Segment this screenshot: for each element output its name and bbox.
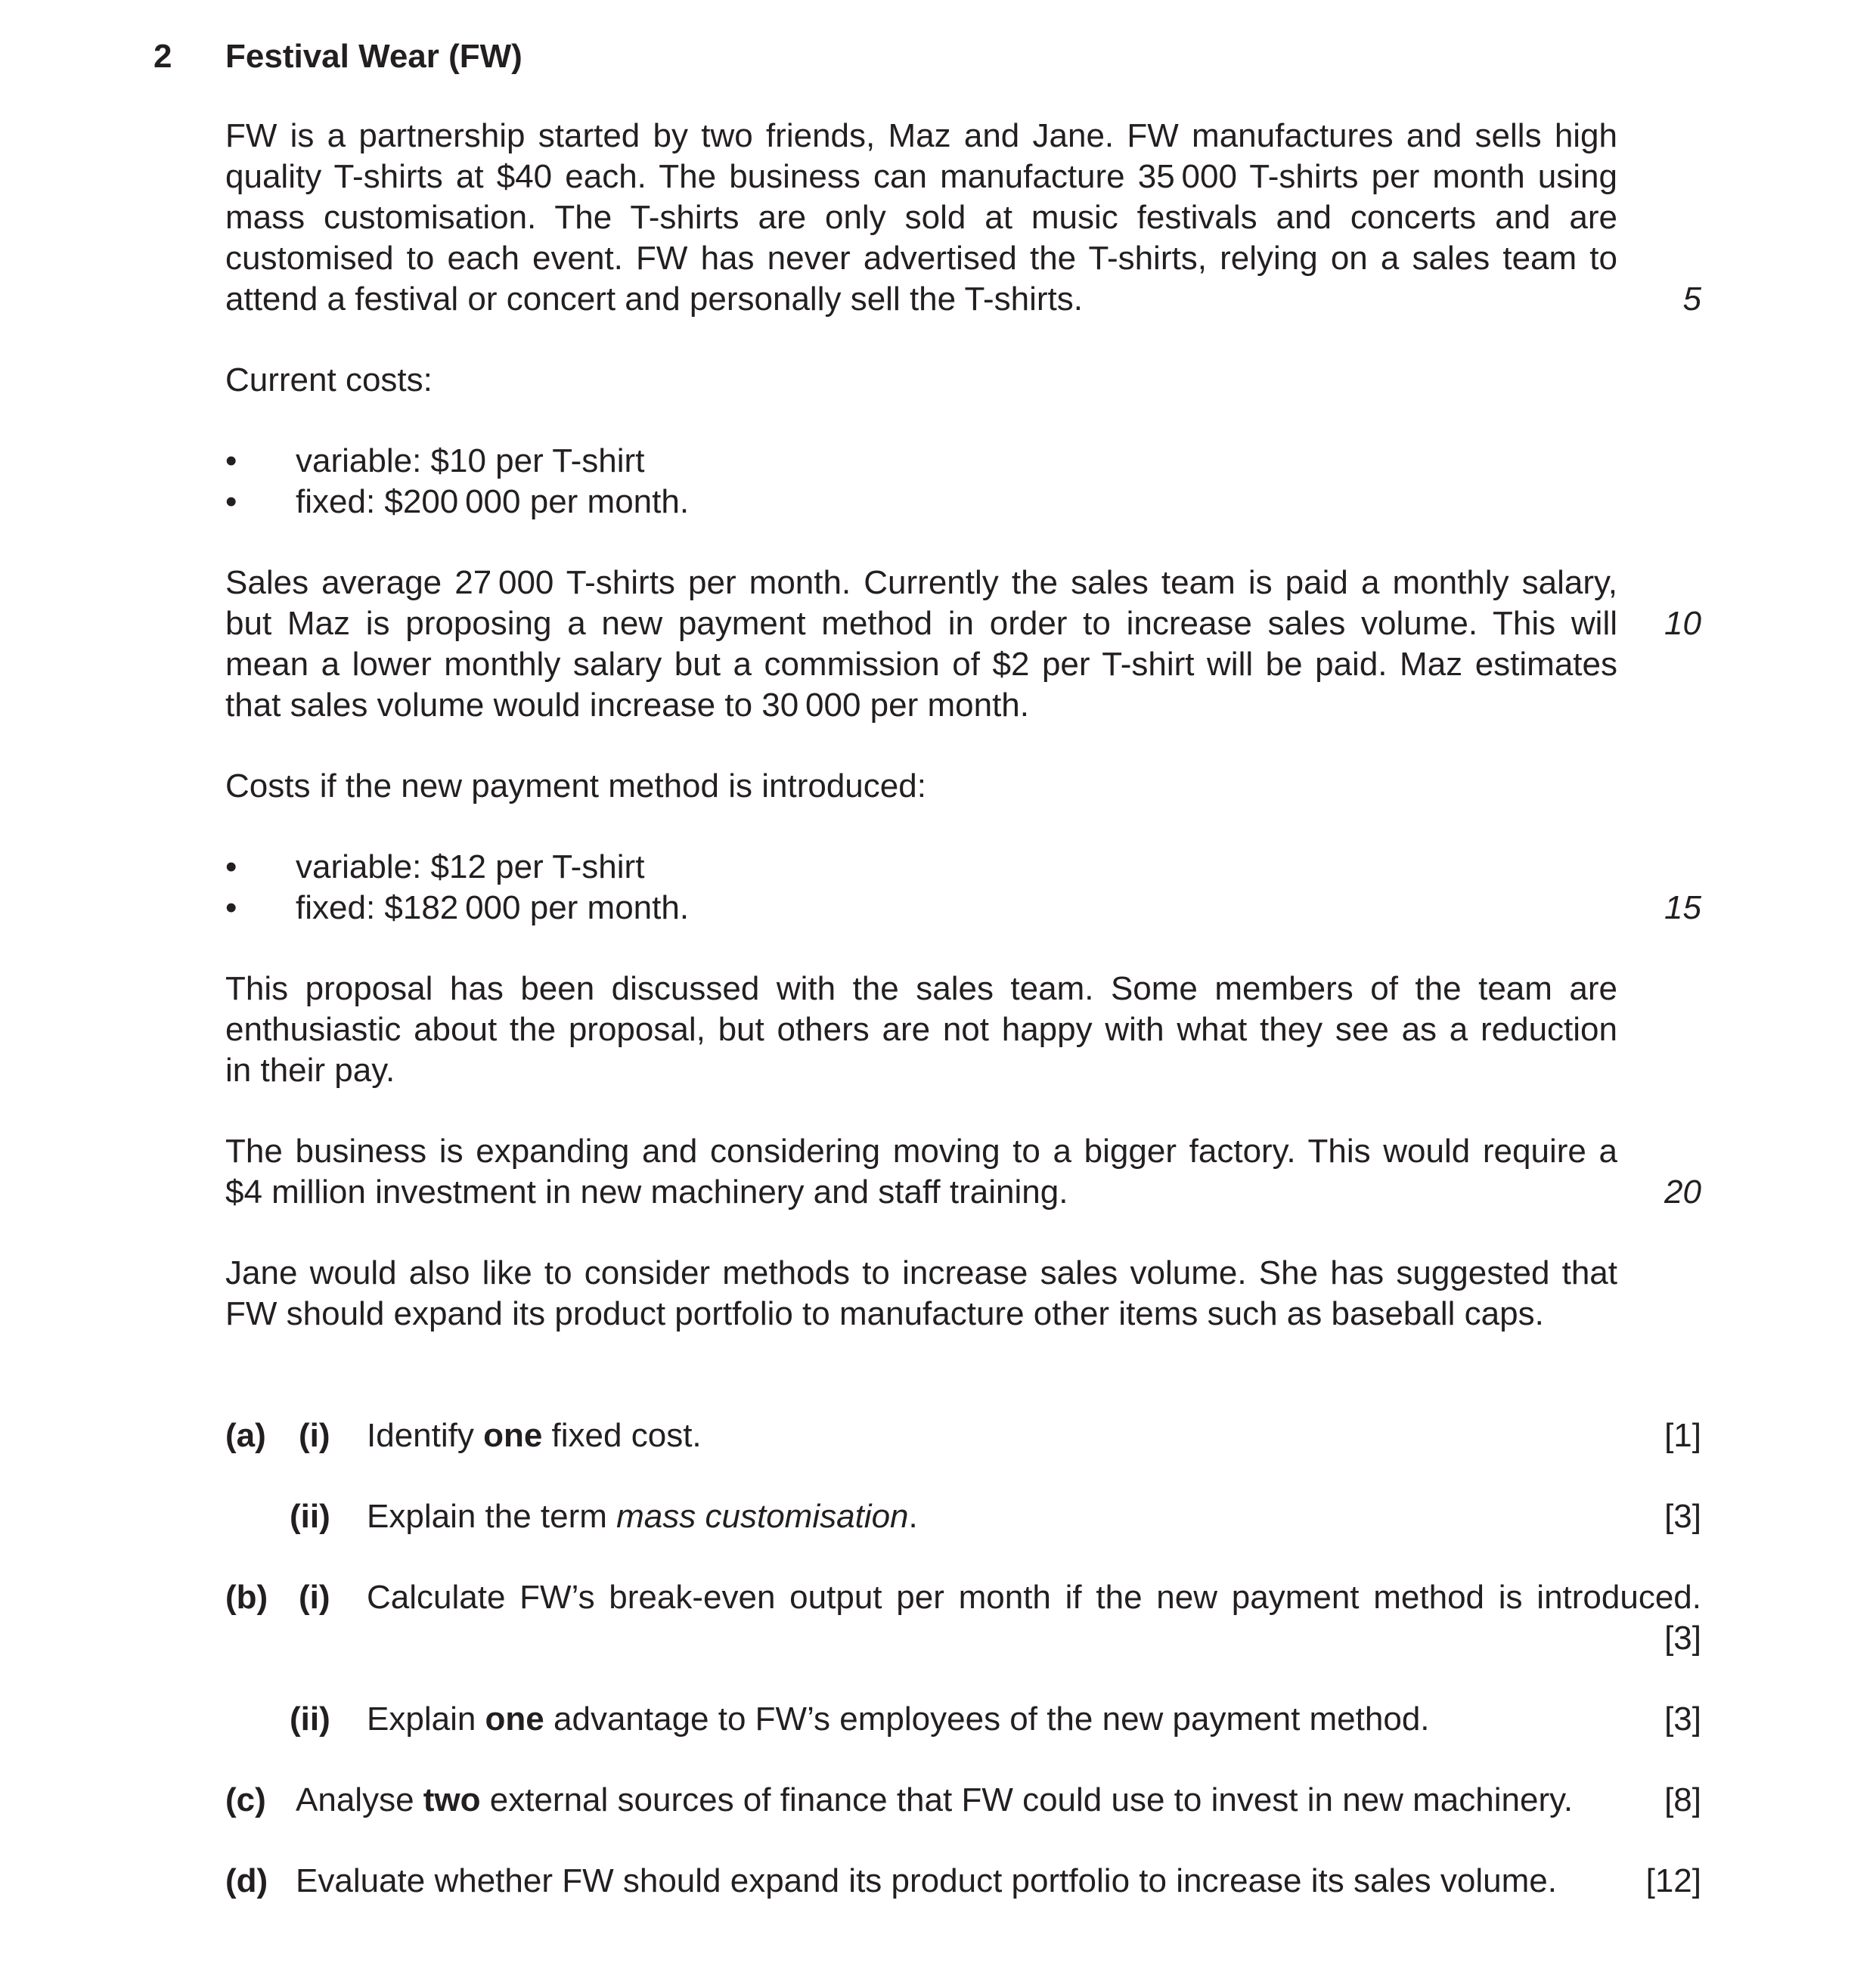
case-paragraph-5 xyxy=(225,1253,1617,1335)
part-a-i-mark: [1] xyxy=(1664,1417,1701,1454)
part-b-i-mark: [3] xyxy=(1664,1620,1701,1657)
part-a-i-text: Identify one fixed cost. xyxy=(367,1417,702,1454)
question-title: Festival Wear (FW) xyxy=(225,38,522,75)
part-c-label: (c) xyxy=(225,1781,266,1818)
part-b-i-label: (i) xyxy=(299,1579,330,1616)
bullet-icon: • xyxy=(225,442,237,479)
part-a-ii-label: (ii) xyxy=(290,1498,330,1535)
paragraph-line: Jane would also like to consider methods to increase sales volume. She has suggested that xyxy=(225,1254,1617,1291)
part-a-ii-text: Explain the term mass customisation. xyxy=(367,1498,918,1535)
paragraph-line: customised to each event. FW has never advertised the T-shirts, relying on a sales team to xyxy=(225,240,1617,277)
cost-bullet-text: fixed: $200 000 per month. xyxy=(296,483,690,520)
part-b-ii-label: (ii) xyxy=(290,1700,330,1738)
paragraph-line: quality T-shirts at $40 each. The business can manufacture 35 000 T-shirts per month using xyxy=(225,158,1617,195)
cost-bullet-text: variable: $10 per T-shirt xyxy=(296,442,645,479)
part-b-label: (b) xyxy=(225,1579,268,1616)
part-b-i-text: Calculate FW’s break-even output per month if the new payment method is introduced. xyxy=(367,1579,1701,1616)
part-d-label: (d) xyxy=(225,1862,268,1899)
part-b-ii-mark: [3] xyxy=(1664,1700,1701,1738)
case-paragraph-2 xyxy=(225,563,1617,726)
part-c-mark: [8] xyxy=(1664,1781,1701,1818)
cost-bullet-text: variable: $12 per T-shirt xyxy=(296,848,645,885)
part-d-mark: [12] xyxy=(1645,1862,1701,1899)
paragraph-line: Sales average 27 000 T-shirts per month. Currently the sales team is paid a monthly salary, xyxy=(225,564,1617,601)
bullet-icon: • xyxy=(225,483,237,520)
paragraph-line: but Maz is proposing a new payment method in order to increase sales volume. This will xyxy=(225,605,1617,642)
line-number: 20 xyxy=(1664,1173,1701,1211)
paragraph-line: This proposal has been discussed with the sales team. Some members of the team are xyxy=(225,970,1617,1007)
paragraph-line: mass customisation. The T-shirts are only sold at music festivals and concerts and are xyxy=(225,199,1617,236)
part-d-text: Evaluate whether FW should expand its product portfolio to increase its sales volume. xyxy=(296,1862,1557,1899)
line-number: 15 xyxy=(1664,889,1701,926)
question-number: 2 xyxy=(153,38,172,75)
paragraph-line: that sales volume would increase to 30 000 per month. xyxy=(225,687,1029,724)
paragraph-line: $4 million investment in new machinery and staff training. xyxy=(225,1173,1068,1211)
paragraph-line: in their pay. xyxy=(225,1052,395,1089)
new-costs-heading: Costs if the new payment method is introduced: xyxy=(225,767,926,804)
current-costs-heading: Current costs: xyxy=(225,361,433,398)
paragraph-line: FW should expand its product portfolio to manufacture other items such as baseball caps. xyxy=(225,1295,1544,1332)
case-paragraph-4 xyxy=(225,1131,1617,1213)
paragraph-line: FW is a partnership started by two friends, Maz and Jane. FW manufactures and sells high xyxy=(225,117,1617,154)
part-a-label: (a) xyxy=(225,1417,266,1454)
paragraph-line: The business is expanding and considering moving to a bigger factory. This would require a xyxy=(225,1133,1617,1170)
part-c-text: Analyse two external sources of finance that FW could use to invest in new machinery. xyxy=(296,1781,1574,1818)
cost-bullet-text: fixed: $182 000 per month. xyxy=(296,889,690,926)
paragraph-line: attend a festival or concert and personally sell the T-shirts. xyxy=(225,281,1083,318)
paragraph-line: mean a lower monthly salary but a commission of $2 per T-shirt will be paid. Maz estimates xyxy=(225,646,1617,683)
bullet-icon: • xyxy=(225,889,237,926)
case-paragraph-1 xyxy=(225,116,1617,320)
bullet-icon: • xyxy=(225,848,237,885)
line-number: 5 xyxy=(1682,281,1701,318)
case-paragraph-3 xyxy=(225,969,1617,1091)
line-number: 10 xyxy=(1664,605,1701,642)
part-a-i-label: (i) xyxy=(299,1417,330,1454)
paragraph-line: enthusiastic about the proposal, but others are not happy with what they see as a reduction xyxy=(225,1011,1617,1048)
part-a-ii-mark: [3] xyxy=(1664,1498,1701,1535)
part-b-ii-text: Explain one advantage to FW’s employees of the new payment method. xyxy=(367,1700,1430,1738)
